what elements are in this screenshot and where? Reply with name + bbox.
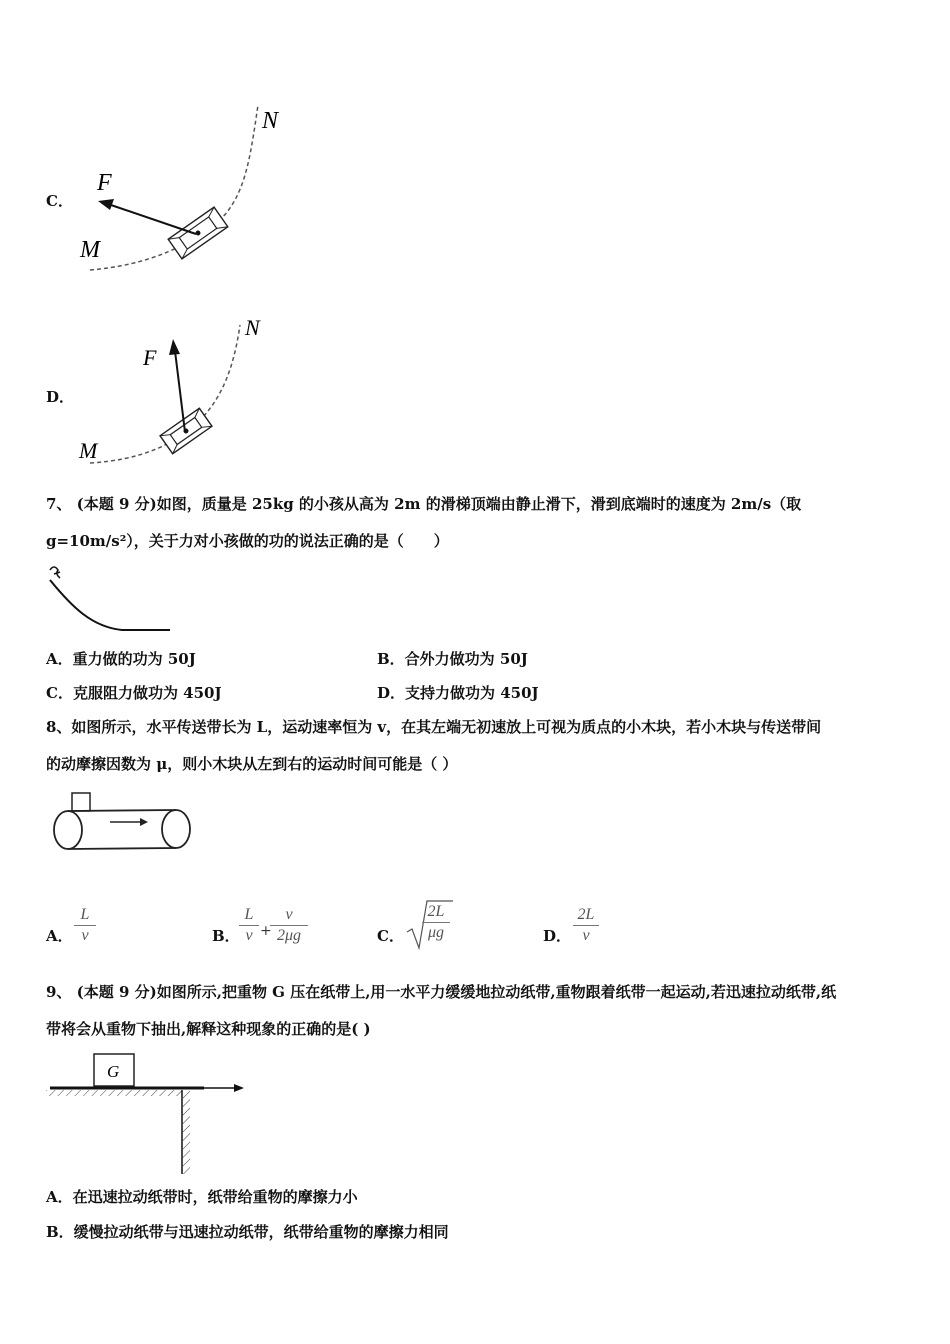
q9-stem-line1: 9、 (本题 9 分)如图所示,把重物 G 压在纸带上,用一水平力缓缓地拉动纸带,重物跟着纸带一起运动,若迅速拉动纸带,纸 — [46, 983, 837, 1001]
fraction-denominator: v — [81, 927, 89, 944]
q7-stem-line2: g=10m/s²），关于力对小孩做的功的说法正确的是（ ） — [46, 532, 449, 550]
q8-option-d-label[interactable]: D． — [543, 927, 572, 945]
point-label-m: M — [80, 237, 100, 263]
q8-stem-line1: 8、如图所示，水平传送带长为 L，运动速率恒为 v，在其左端无初速放上可视为质点的小木块，若小木块与传送带间 — [46, 718, 822, 736]
q8-option-b-label[interactable]: B． — [212, 927, 240, 945]
q8-option-a-label[interactable]: A． — [46, 927, 73, 945]
figure-option-d — [70, 315, 280, 465]
figure-conveyor — [48, 788, 198, 854]
figure-slide — [42, 562, 177, 637]
q8-option-b-fraction1[interactable] — [239, 906, 259, 946]
q7-option-a[interactable]: A．重力做的功为 50J — [46, 650, 196, 668]
weight-label-g: G — [107, 1062, 120, 1081]
fraction-denominator: v — [245, 927, 253, 944]
q8-option-d-fraction[interactable] — [573, 906, 599, 946]
q8-stem-line2: 的动摩擦因数为 μ，则小木块从左到右的运动时间可能是（ ） — [46, 755, 458, 773]
q7-option-d[interactable]: D．支持力做功为 450J — [377, 684, 539, 702]
q9-option-b[interactable]: B．缓慢拉动纸带与迅速拉动纸带，纸带给重物的摩擦力相同 — [46, 1223, 449, 1241]
point-label-n: N — [245, 315, 260, 340]
q9-stem-line2: 带将会从重物下抽出,解释这种现象的正确的是( ) — [46, 1020, 371, 1038]
q7-option-c[interactable]: C．克服阻力做功为 450J — [46, 684, 222, 702]
fraction-numerator: L — [74, 906, 96, 926]
figure-option-c — [70, 100, 300, 280]
fraction-numerator: L — [239, 906, 259, 926]
fraction-denominator: v — [582, 927, 590, 944]
fraction-denominator: 2μg — [276, 927, 302, 944]
q8-option-c-fraction[interactable] — [422, 903, 450, 943]
fraction-denominator: μg — [427, 924, 445, 941]
q7-stem-line1: 7、 (本题 9 分)如图，质量是 25kg 的小孩从高为 2m 的滑梯顶端由静止滑下，滑到底端时的速度为 2m/s（取 — [46, 495, 802, 513]
q9-option-a[interactable]: A．在迅速拉动纸带时，纸带给重物的摩擦力小 — [46, 1188, 358, 1206]
option-d-label: D． — [46, 388, 75, 406]
fraction-numerator: 2L — [573, 906, 599, 926]
q8-option-b-fraction2[interactable] — [270, 906, 308, 946]
force-label-f: F — [143, 345, 157, 370]
q8-option-c-label[interactable]: C． — [377, 927, 404, 945]
fraction-numerator: v — [270, 906, 308, 926]
option-c-label: C． — [46, 192, 73, 210]
point-label-n: N — [262, 108, 279, 134]
figure-paper-strip — [44, 1050, 254, 1178]
fraction-numerator: 2L — [422, 903, 450, 923]
force-label-f: F — [97, 170, 112, 196]
q7-option-b[interactable]: B．合外力做功为 50J — [377, 650, 528, 668]
point-label-m: M — [79, 438, 98, 463]
q8-option-a-fraction[interactable] — [74, 906, 96, 946]
plus-sign: + — [260, 923, 272, 939]
